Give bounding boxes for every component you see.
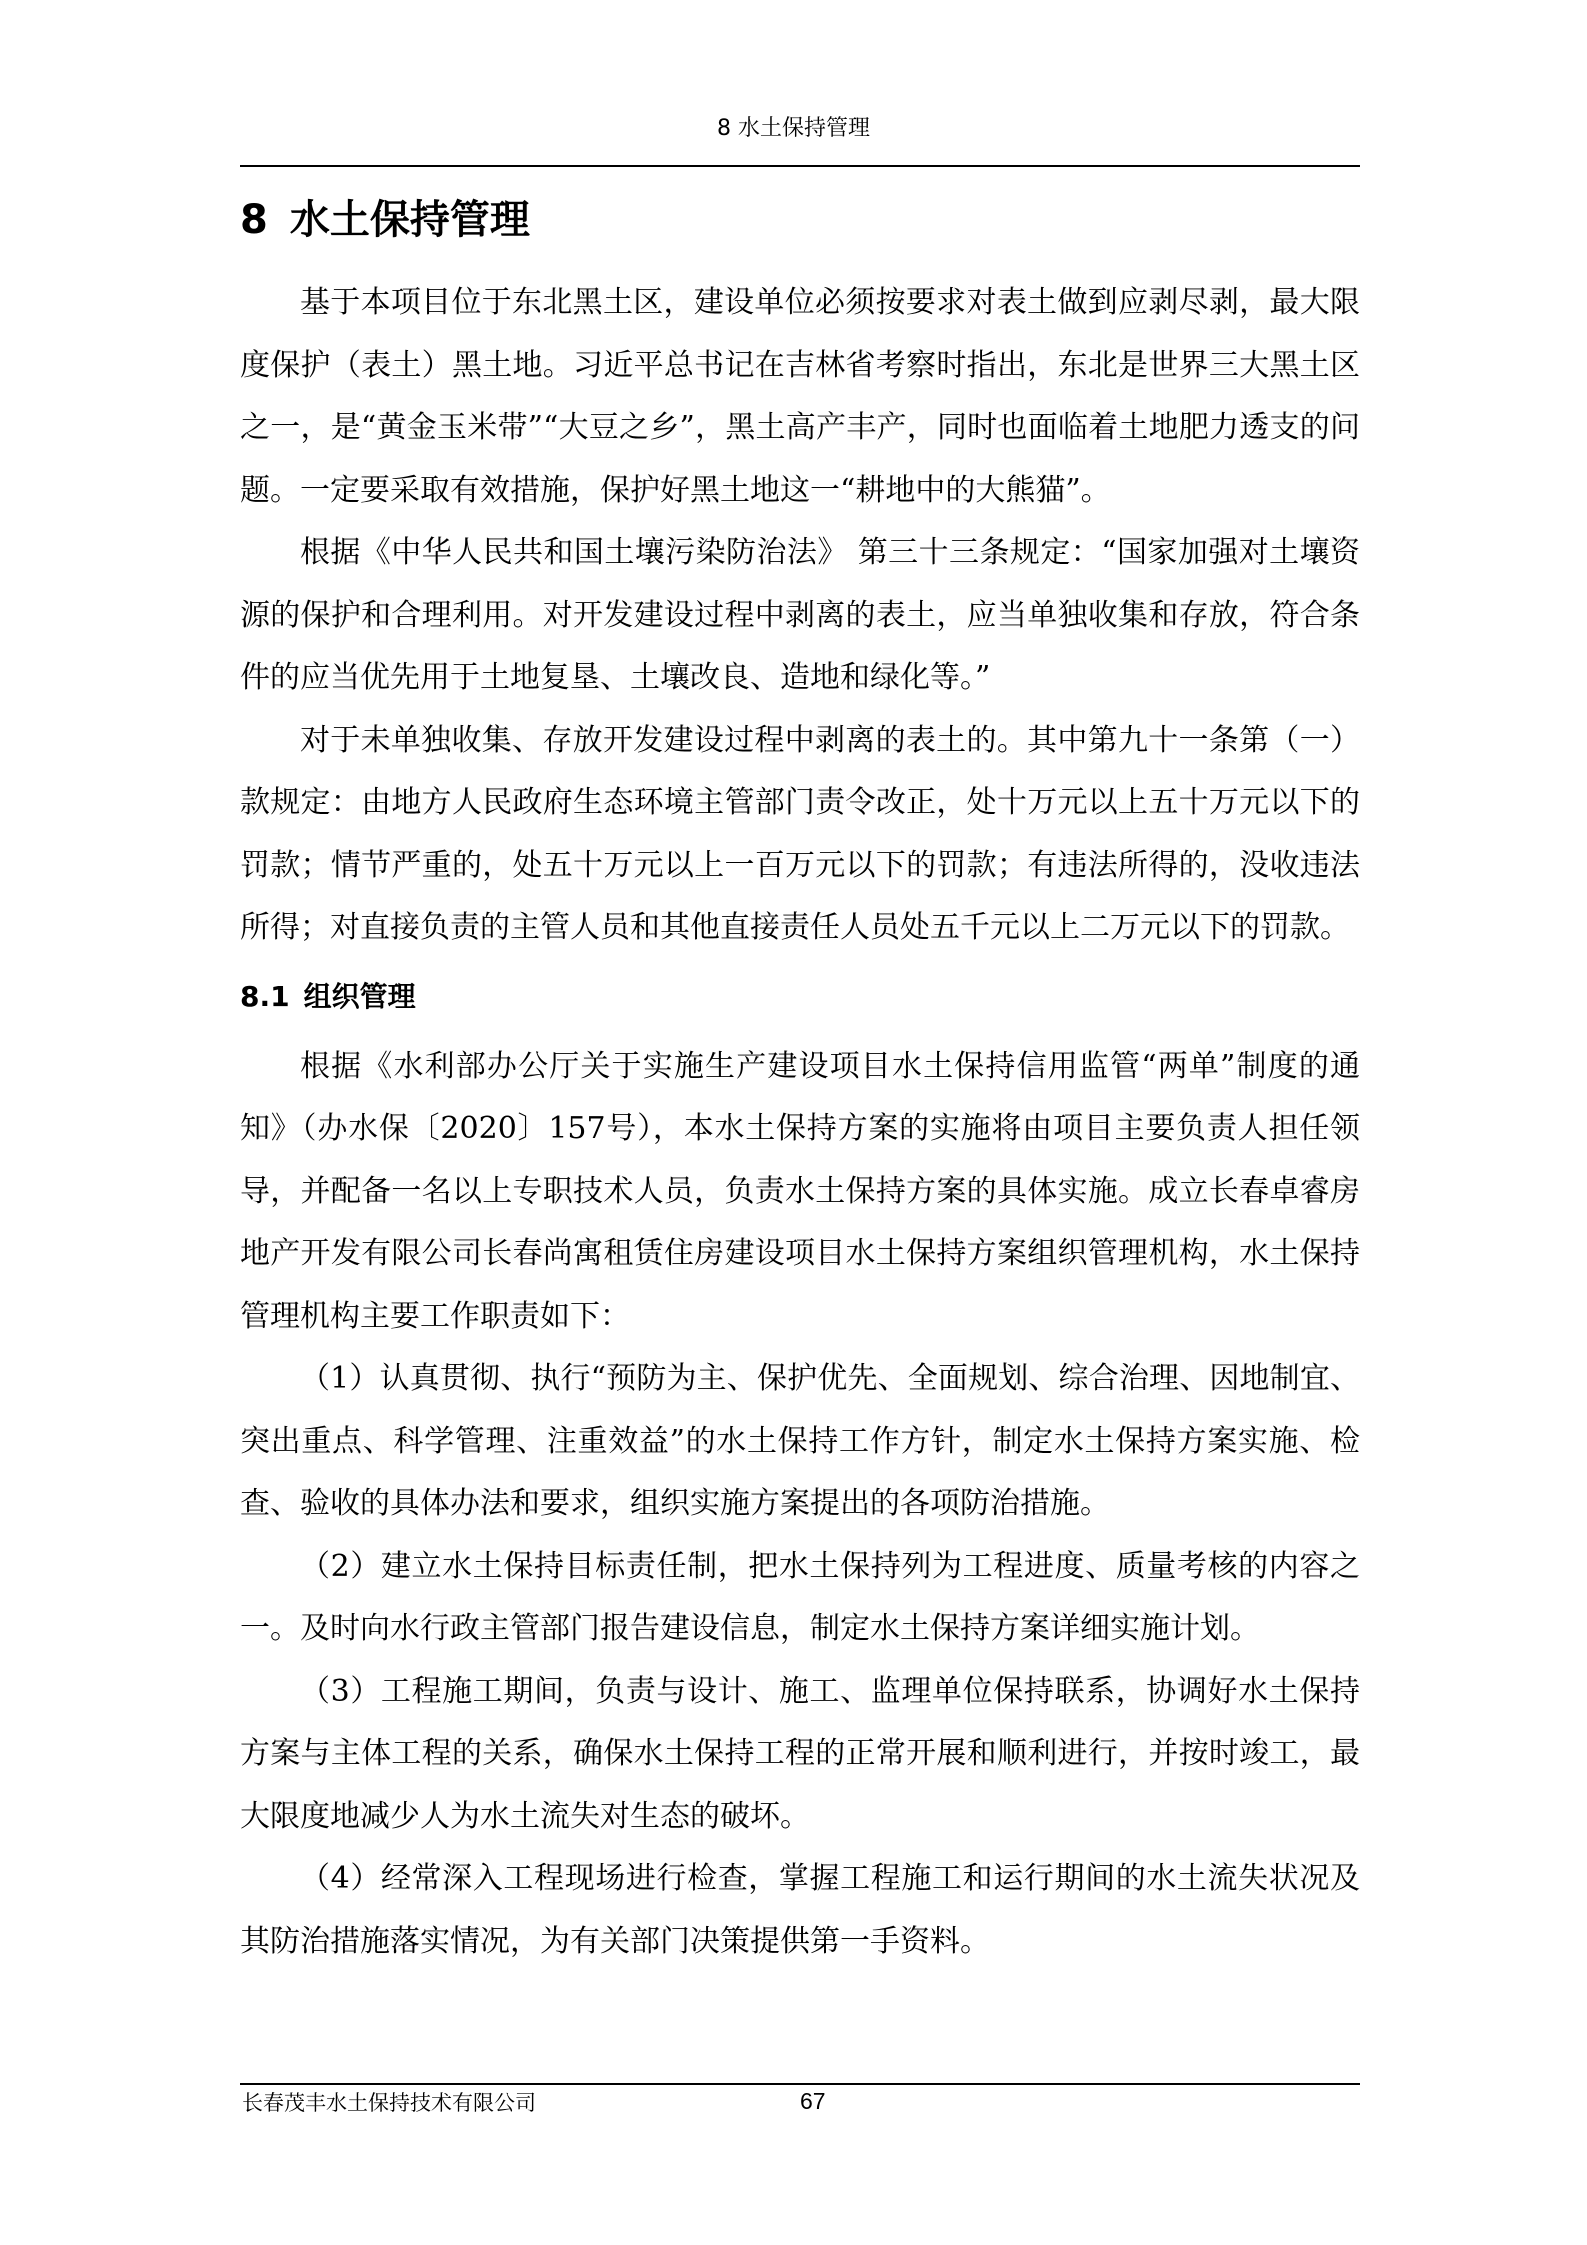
section-heading (240, 966, 1360, 1028)
footer-rule (240, 2083, 1360, 2085)
chapter-heading (240, 192, 530, 248)
paragraph-section-1: 根据《水利部办公厅关于实施生产建设项目水土保持信用监管“两单”制度的通知》（办水保〔2020〕157号），本水土保持方案的实施将由项目主要负责人担任领导，并配备一名以上专职技术人员，负责水土保持方案的具体实施。成立长春卓睿房地产开发有限公司长春尚寓租赁住房建设项目水土保持方案组织管理机构，水土保持管理机构主要工作职责如下： (240, 1048, 1360, 1334)
running-header: 8 水土保持管理 (717, 116, 870, 141)
footer-company: 长春茂丰水土保持技术有限公司 (242, 2091, 536, 2115)
paragraph-duty-4: （4）经常深入工程现场进行检查，掌握工程施工和运行期间的水土流失状况及其防治措施落实情况，为有关部门决策提供第一手资料。 (240, 1861, 1360, 1959)
page-number: 67 (800, 2088, 826, 2114)
paragraph-duty-1: （1）认真贯彻、执行“预防为主、保护优先、全面规划、综合治理、因地制宜、突出重点、科学管理、注重效益”的水土保持工作方针，制定水土保持方案实施、检查、验收的具体办法和要求，组织实施方案提出的各项防治措施。 (240, 1361, 1360, 1521)
body-text (240, 272, 1360, 1973)
header-rule (240, 165, 1360, 167)
chapter-number: 8 (240, 197, 268, 243)
paragraph-duty-2: （2）建立水土保持目标责任制，把水土保持列为工程进度、质量考核的内容之一。及时向水行政主管部门报告建设信息，制定水土保持方案详细实施计划。 (240, 1548, 1360, 1646)
paragraph-intro-1: 基于本项目位于东北黑土区，建设单位必须按要求对表土做到应剥尽剥，最大限度保护（表土）黑土地。习近平总书记在吉林省考察时指出，东北是世界三大黑土区之一，是“黄金玉米带”“大豆之乡”，黑土高产丰产，同时也面临着土地肥力透支的问题。一定要采取有效措施，保护好黑土地这一“耕地中的大熊猫”。 (240, 285, 1360, 508)
paragraph-intro-3: 对于未单独收集、存放开发建设过程中剥离的表土的。其中第九十一条第（一）款规定：由地方人民政府生态环境主管部门责令改正，处十万元以上五十万元以下的罚款；情节严重的，处五十万元以上一百万元以下的罚款；有违法所得的，没收违法所得；对直接负责的主管人员和其他直接责任人员处五千元以上二万元以下的罚款。 (240, 722, 1360, 945)
section-title: 组织管理 (303, 979, 416, 1013)
paragraph-duty-3: （3）工程施工期间，负责与设计、施工、监理单位保持联系，协调好水土保持方案与主体工程的关系，确保水土保持工程的正常开展和顺利进行，并按时竣工，最大限度地减少人为水土流失对生态的破坏。 (240, 1673, 1360, 1834)
paragraph-intro-2: 根据《中华人民共和国土壤污染防治法》 第三十三条规定：“国家加强对土壤资源的保护和合理利用。对开发建设过程中剥离的表土，应当单独收集和存放，符合条件的应当优先用于土地复垦、土壤改良、造地和绿化等。” (240, 535, 1360, 695)
section-number: 8.1 (240, 979, 290, 1013)
chapter-title: 水土保持管理 (289, 197, 530, 243)
